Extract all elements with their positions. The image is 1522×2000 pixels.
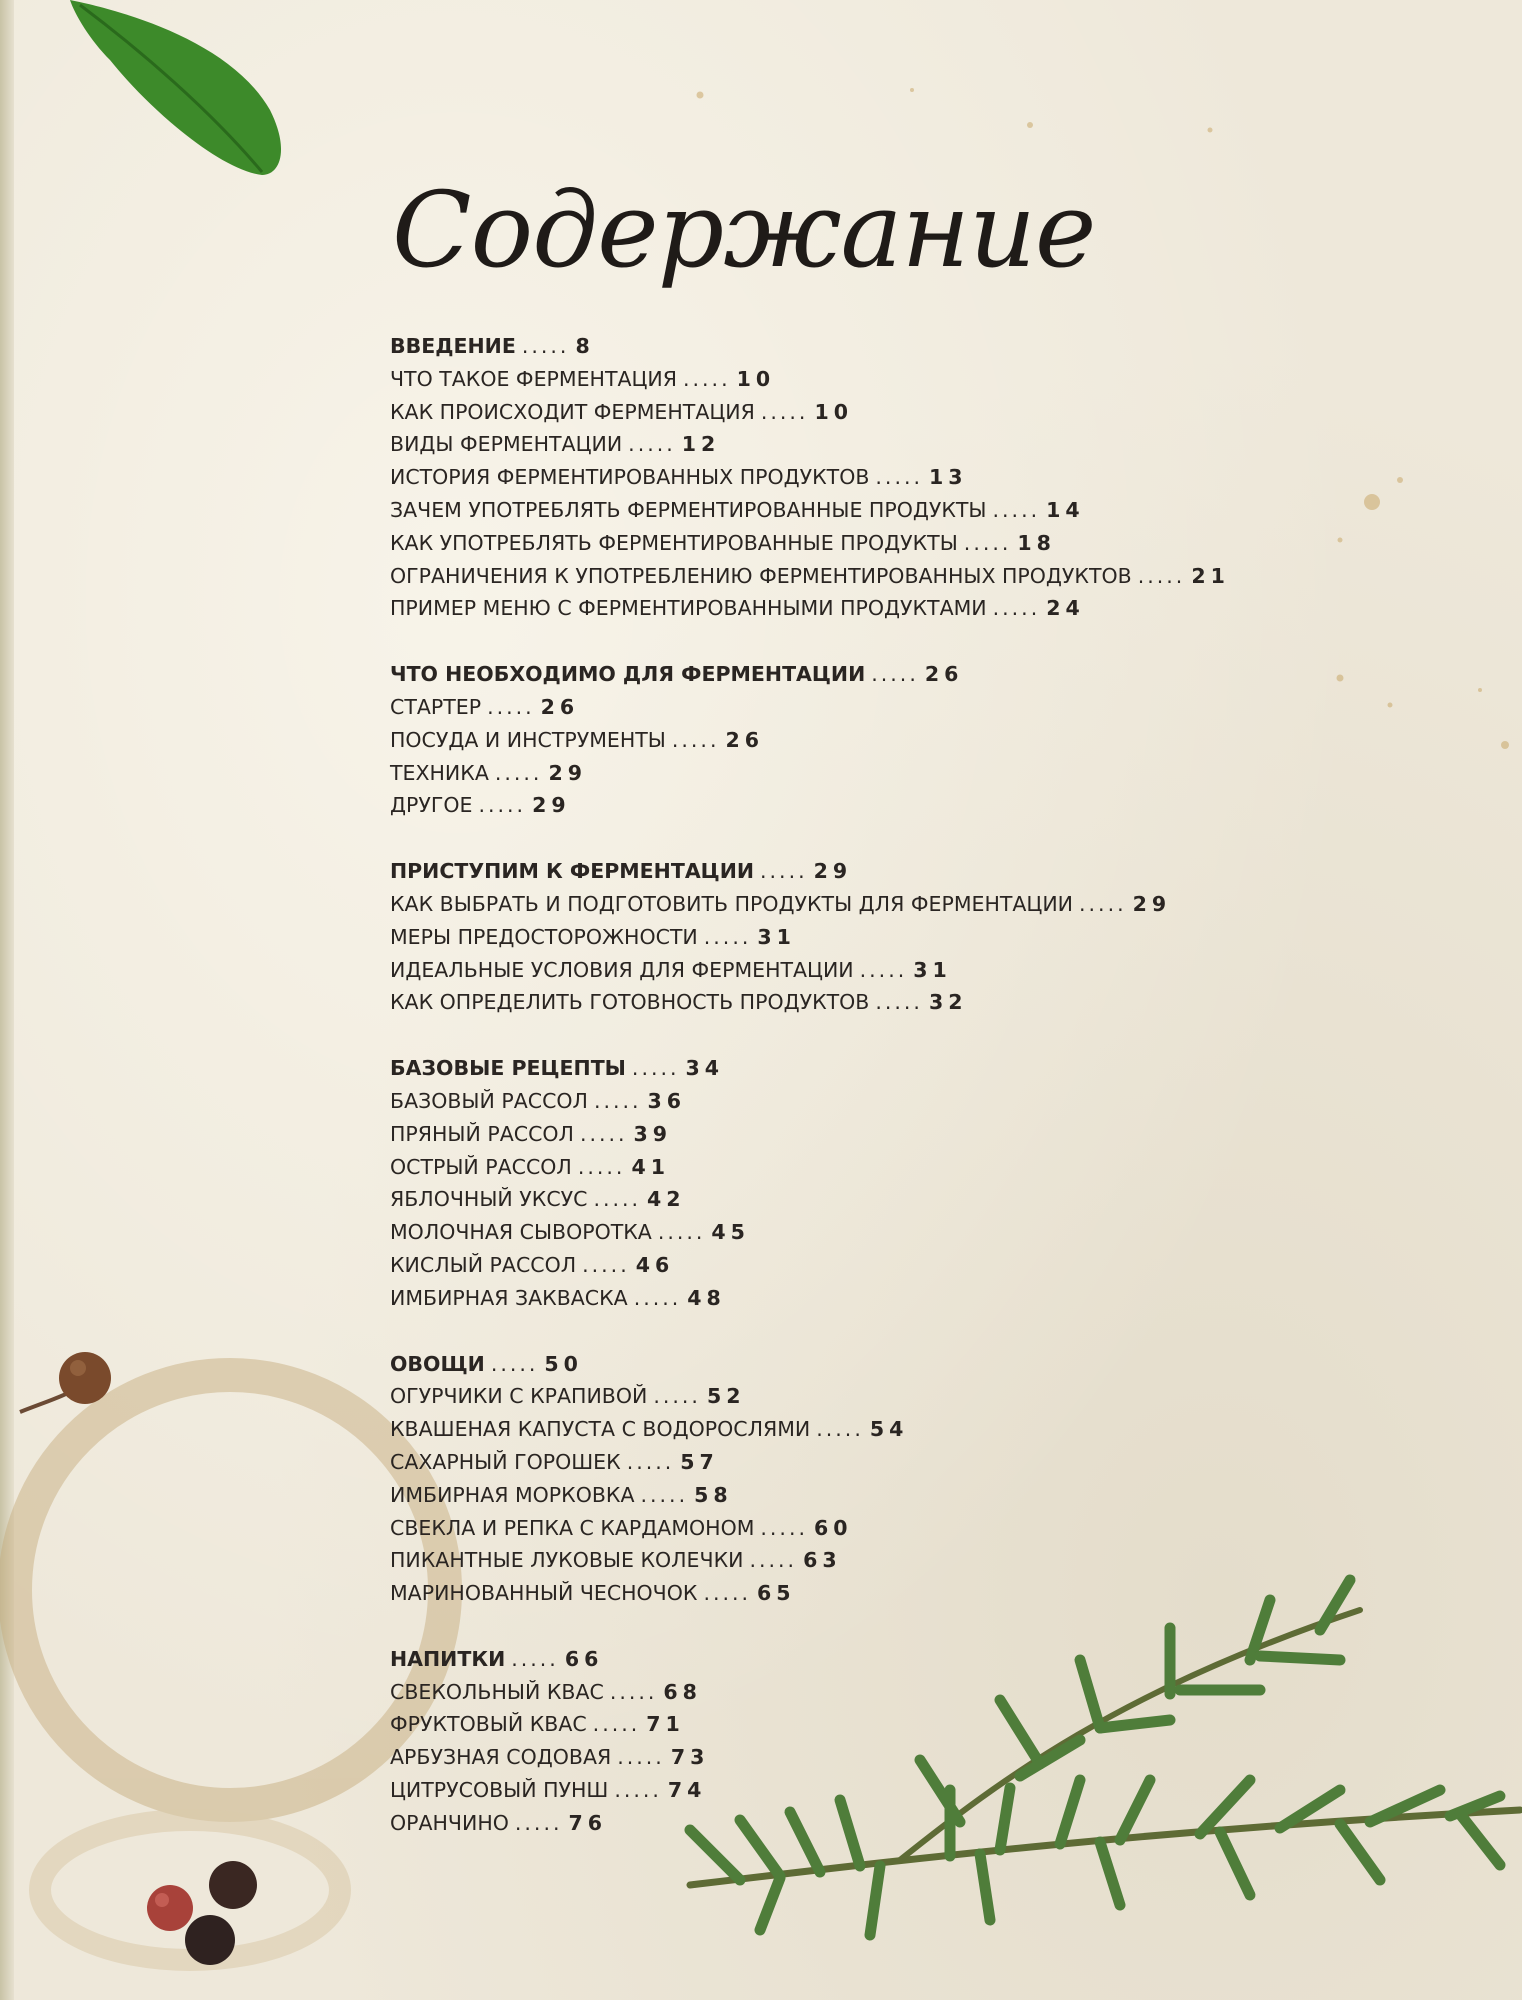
toc-entry[interactable] bbox=[390, 560, 1370, 593]
toc-page-number: 13 bbox=[929, 465, 968, 490]
toc-entry[interactable] bbox=[390, 1577, 1370, 1610]
toc-page-number: 29 bbox=[813, 859, 853, 884]
toc-entry[interactable] bbox=[390, 1085, 1370, 1118]
toc-dot-leader: ..... bbox=[671, 727, 720, 752]
toc-entry-title: ЯБЛОЧНЫЙ УКСУС bbox=[390, 1187, 588, 1212]
toc-entry-title: СВЕКЛА И РЕПКА С КАРДАМОНОМ bbox=[390, 1515, 755, 1540]
toc-page-number: 54 bbox=[869, 1417, 909, 1442]
toc-section bbox=[390, 330, 1370, 625]
toc-page-number: 68 bbox=[663, 1679, 702, 1704]
toc-entry-title: КАК ОПРЕДЕЛИТЬ ГОТОВНОСТЬ ПРОДУКТОВ bbox=[390, 990, 870, 1015]
toc-dot-leader: ..... bbox=[760, 1515, 808, 1540]
toc-entry-title: ФРУКТОВЫЙ КВАС bbox=[390, 1712, 587, 1737]
toc-page-number: 34 bbox=[685, 1056, 725, 1081]
toc-page-number: 65 bbox=[757, 1581, 796, 1606]
toc-entry[interactable] bbox=[390, 1708, 1370, 1741]
toc-page-number: 10 bbox=[814, 399, 853, 424]
toc-dot-leader: ..... bbox=[628, 432, 676, 457]
toc-dot-leader: ..... bbox=[992, 596, 1041, 621]
toc-entry-title: ПРИСТУПИМ К ФЕРМЕНТАЦИИ bbox=[390, 859, 755, 884]
toc-entry-title: ИМБИРНАЯ ЗАКВАСКА bbox=[390, 1285, 628, 1310]
toc-entry[interactable] bbox=[390, 921, 1370, 954]
toc-entry-title: ТЕХНИКА bbox=[390, 760, 489, 785]
toc-entry[interactable] bbox=[390, 1249, 1370, 1282]
toc-dot-leader: ..... bbox=[626, 1449, 675, 1474]
toc-dot-leader: ..... bbox=[640, 1482, 689, 1507]
toc-page-number: 26 bbox=[725, 727, 764, 752]
toc-dot-leader: ..... bbox=[760, 859, 808, 884]
toc-page-number: 45 bbox=[711, 1220, 750, 1245]
toc-entry[interactable] bbox=[390, 494, 1370, 527]
toc-entry[interactable] bbox=[390, 954, 1370, 987]
toc-entry[interactable] bbox=[390, 986, 1370, 1019]
basil-leaf bbox=[70, 0, 281, 175]
toc-dot-leader: ..... bbox=[631, 1056, 680, 1081]
toc-entry[interactable] bbox=[390, 1282, 1370, 1315]
toc-page-number: 14 bbox=[1046, 497, 1085, 522]
page-title: Содержание bbox=[392, 169, 1096, 291]
toc-page-number: 57 bbox=[680, 1449, 719, 1474]
toc-dot-leader: ..... bbox=[963, 530, 1012, 555]
toc-entry-title: ПРИМЕР МЕНЮ С ФЕРМЕНТИРОВАННЫМИ ПРОДУКТАМИ bbox=[390, 596, 987, 621]
toc-entry-title: ВВЕДЕНИЕ bbox=[390, 334, 516, 358]
toc-section bbox=[390, 855, 1370, 1019]
toc-page-number: 73 bbox=[670, 1745, 710, 1770]
toc-entry-title: СВЕКОЛЬНЫЙ КВАС bbox=[390, 1679, 604, 1704]
toc-dot-leader: ..... bbox=[593, 1187, 642, 1212]
toc-page-number: 26 bbox=[924, 662, 964, 687]
toc-page-number: 32 bbox=[928, 990, 968, 1015]
toc-page-number: 31 bbox=[757, 924, 796, 949]
toc-entry-title: МОЛОЧНАЯ СЫВОРОТКА bbox=[390, 1220, 652, 1245]
toc-section-heading[interactable] bbox=[390, 1348, 1370, 1381]
toc-entry[interactable] bbox=[390, 757, 1370, 790]
toc-page-number: 58 bbox=[694, 1482, 733, 1507]
toc-entry[interactable] bbox=[390, 691, 1370, 724]
toc-dot-leader: ..... bbox=[617, 1745, 665, 1770]
toc-section-heading[interactable] bbox=[390, 658, 1370, 691]
toc-page-number: 12 bbox=[681, 432, 721, 457]
toc-dot-leader: ..... bbox=[875, 990, 923, 1015]
toc-entry-title: КАК УПОТРЕБЛЯТЬ ФЕРМЕНТИРОВАННЫЕ ПРОДУКТЫ bbox=[390, 530, 958, 555]
toc-dot-leader: ..... bbox=[582, 1252, 630, 1277]
toc-dot-leader: ..... bbox=[816, 1417, 864, 1442]
toc-dot-leader: ..... bbox=[859, 957, 908, 982]
toc-entry-title: ЗАЧЕМ УПОТРЕБЛЯТЬ ФЕРМЕНТИРОВАННЫЕ ПРОДУКТЫ bbox=[390, 497, 987, 522]
toc-page-number: 18 bbox=[1017, 530, 1056, 555]
toc-page-number: 29 bbox=[532, 793, 571, 818]
toc-dot-leader: ..... bbox=[579, 1121, 628, 1146]
toc-entry[interactable] bbox=[390, 888, 1370, 921]
toc-dot-leader: ..... bbox=[614, 1778, 662, 1803]
toc-entry-title: АРБУЗНАЯ СОДОВАЯ bbox=[390, 1745, 612, 1770]
toc-page-number: 63 bbox=[803, 1548, 842, 1573]
toc-entry[interactable] bbox=[390, 1183, 1370, 1216]
toc-dot-leader: ..... bbox=[633, 1285, 682, 1310]
toc-page-number: 60 bbox=[813, 1515, 853, 1540]
toc-entry-title: ОГРАНИЧЕНИЯ К УПОТРЕБЛЕНИЮ ФЕРМЕНТИРОВАННЫХ ПРОДУКТОВ bbox=[390, 563, 1132, 588]
toc-entry[interactable] bbox=[390, 1774, 1370, 1807]
toc-entry-title: ИДЕАЛЬНЫЕ УСЛОВИЯ ДЛЯ ФЕРМЕНТАЦИИ bbox=[390, 957, 854, 982]
toc-dot-leader: ..... bbox=[749, 1548, 798, 1573]
toc-entry[interactable] bbox=[390, 1807, 1370, 1840]
toc-entry-title: ПОСУДА И ИНСТРУМЕНТЫ bbox=[390, 727, 666, 752]
toc-page-number: 50 bbox=[544, 1351, 583, 1376]
toc-section bbox=[390, 1348, 1370, 1610]
toc-page-number: 39 bbox=[633, 1121, 673, 1146]
toc-section-heading[interactable] bbox=[390, 1643, 1370, 1676]
toc-entry-title: ПИКАНТНЫЕ ЛУКОВЫЕ КОЛЕЧКИ bbox=[390, 1548, 744, 1573]
toc-entry[interactable] bbox=[390, 461, 1370, 494]
toc-entry[interactable] bbox=[390, 1151, 1370, 1184]
toc-entry-title: БАЗОВЫЙ РАССОЛ bbox=[390, 1088, 588, 1113]
toc-page-number: 46 bbox=[635, 1252, 675, 1277]
toc-dot-leader: ..... bbox=[514, 1810, 563, 1835]
toc-section bbox=[390, 1052, 1370, 1314]
toc-entry-title: ОГУРЧИКИ С КРАПИВОЙ bbox=[390, 1384, 648, 1409]
toc-entry-title: МЕРЫ ПРЕДОСТОРОЖНОСТИ bbox=[390, 924, 698, 949]
toc-entry[interactable] bbox=[390, 592, 1370, 625]
toc-section-heading[interactable] bbox=[390, 330, 1370, 363]
toc-dot-leader: ..... bbox=[683, 366, 731, 391]
toc-page-number: 29 bbox=[548, 760, 587, 785]
toc-entry-title: ОСТРЫЙ РАССОЛ bbox=[390, 1154, 572, 1179]
toc-entry-title: ИСТОРИЯ ФЕРМЕНТИРОВАННЫХ ПРОДУКТОВ bbox=[390, 465, 870, 490]
toc-page-number: 74 bbox=[667, 1778, 707, 1803]
toc-dot-leader: ..... bbox=[703, 1581, 752, 1606]
toc-section-heading[interactable] bbox=[390, 1052, 1370, 1085]
toc-dot-leader: ..... bbox=[592, 1712, 641, 1737]
toc-entry[interactable] bbox=[390, 527, 1370, 560]
toc-dot-leader: ..... bbox=[875, 465, 923, 490]
toc-page-number: 41 bbox=[631, 1154, 670, 1179]
toc-page-number: 36 bbox=[647, 1088, 687, 1113]
toc-entry-title: ИМБИРНАЯ МОРКОВКА bbox=[390, 1482, 635, 1507]
toc-dot-leader: ..... bbox=[609, 1679, 658, 1704]
toc-dot-leader: ..... bbox=[511, 1646, 559, 1671]
toc-entry-title: КАК ВЫБРАТЬ И ПОДГОТОВИТЬ ПРОДУКТЫ ДЛЯ ФЕРМЕНТАЦИИ bbox=[390, 891, 1074, 916]
toc-entry-title: ЧТО НЕОБХОДИМО ДЛЯ ФЕРМЕНТАЦИИ bbox=[390, 662, 866, 687]
toc-dot-leader: ..... bbox=[1137, 563, 1186, 588]
toc-dot-leader: ..... bbox=[1079, 891, 1127, 916]
toc-dot-leader: ..... bbox=[653, 1384, 701, 1409]
toc-page-number: 48 bbox=[687, 1285, 726, 1310]
toc-entry-title: КВАШЕНАЯ КАПУСТА С ВОДОРОСЛЯМИ bbox=[390, 1417, 811, 1442]
toc-page-number: 71 bbox=[646, 1712, 685, 1737]
toc-page-number: 31 bbox=[913, 957, 952, 982]
toc-entry[interactable] bbox=[390, 789, 1370, 822]
toc-dot-leader: ..... bbox=[703, 924, 752, 949]
toc-entry[interactable] bbox=[390, 396, 1370, 429]
toc-entry-title: ОВОЩИ bbox=[390, 1351, 485, 1376]
toc-dot-leader: ..... bbox=[521, 334, 570, 358]
toc-page-number: 76 bbox=[568, 1810, 608, 1835]
toc-page-number: 42 bbox=[647, 1187, 686, 1212]
toc-entry[interactable] bbox=[390, 1118, 1370, 1151]
toc-dot-leader: ..... bbox=[577, 1154, 626, 1179]
toc-page-number: 8 bbox=[575, 334, 595, 358]
toc-dot-leader: ..... bbox=[593, 1088, 642, 1113]
toc-entry[interactable] bbox=[390, 724, 1370, 757]
toc-entry-title: МАРИНОВАННЫЙ ЧЕСНОЧОК bbox=[390, 1581, 698, 1606]
toc-entry[interactable] bbox=[390, 1413, 1370, 1446]
toc-entry-title: СТАРТЕР bbox=[390, 694, 482, 719]
toc-entry-title: ВИДЫ ФЕРМЕНТАЦИИ bbox=[390, 432, 623, 457]
toc-entry[interactable] bbox=[390, 1544, 1370, 1577]
toc-dot-leader: ..... bbox=[760, 399, 809, 424]
toc-section bbox=[390, 658, 1370, 822]
toc-page-number: 66 bbox=[564, 1646, 604, 1671]
toc-entry-title: БАЗОВЫЕ РЕЦЕПТЫ bbox=[390, 1056, 626, 1081]
toc-page-number: 21 bbox=[1191, 563, 1230, 588]
toc-section bbox=[390, 1643, 1370, 1840]
toc-entry[interactable] bbox=[390, 1512, 1370, 1545]
toc-entry-title: ЧТО ТАКОЕ ФЕРМЕНТАЦИЯ bbox=[390, 366, 677, 391]
toc-page-number: 29 bbox=[1132, 891, 1172, 916]
toc-dot-leader: ..... bbox=[487, 694, 535, 719]
toc-page-number: 26 bbox=[540, 694, 580, 719]
toc-page-number: 52 bbox=[706, 1384, 746, 1409]
toc-dot-leader: ..... bbox=[478, 793, 527, 818]
toc-dot-leader: ..... bbox=[657, 1220, 706, 1245]
table-of-contents bbox=[390, 330, 1370, 1873]
toc-entry-title: КИСЛЫЙ РАССОЛ bbox=[390, 1252, 577, 1277]
toc-entry[interactable] bbox=[390, 1741, 1370, 1774]
toc-entry[interactable] bbox=[390, 1676, 1370, 1709]
toc-dot-leader: ..... bbox=[871, 662, 919, 687]
toc-entry-title: НАПИТКИ bbox=[390, 1646, 506, 1671]
toc-section-heading[interactable] bbox=[390, 855, 1370, 888]
toc-dot-leader: ..... bbox=[992, 497, 1041, 522]
toc-entry[interactable] bbox=[390, 1446, 1370, 1479]
toc-entry-title: ДРУГОЕ bbox=[390, 793, 473, 818]
toc-entry[interactable] bbox=[390, 1479, 1370, 1512]
toc-entry[interactable] bbox=[390, 1380, 1370, 1413]
toc-entry[interactable] bbox=[390, 1216, 1370, 1249]
toc-entry-title: ОРАНЧИНО bbox=[390, 1810, 509, 1835]
toc-page-number: 10 bbox=[736, 366, 776, 391]
toc-page-number: 24 bbox=[1046, 596, 1085, 621]
toc-entry-title: ПРЯНЫЙ РАССОЛ bbox=[390, 1121, 574, 1146]
toc-entry-title: САХАРНЫЙ ГОРОШЕК bbox=[390, 1449, 621, 1474]
toc-entry-title: КАК ПРОИСХОДИТ ФЕРМЕНТАЦИЯ bbox=[390, 399, 755, 424]
toc-dot-leader: ..... bbox=[494, 760, 543, 785]
toc-entry[interactable] bbox=[390, 363, 1370, 396]
toc-entry-title: ЦИТРУСОВЫЙ ПУНШ bbox=[390, 1778, 609, 1803]
toc-dot-leader: ..... bbox=[490, 1351, 539, 1376]
toc-entry[interactable] bbox=[390, 428, 1370, 461]
